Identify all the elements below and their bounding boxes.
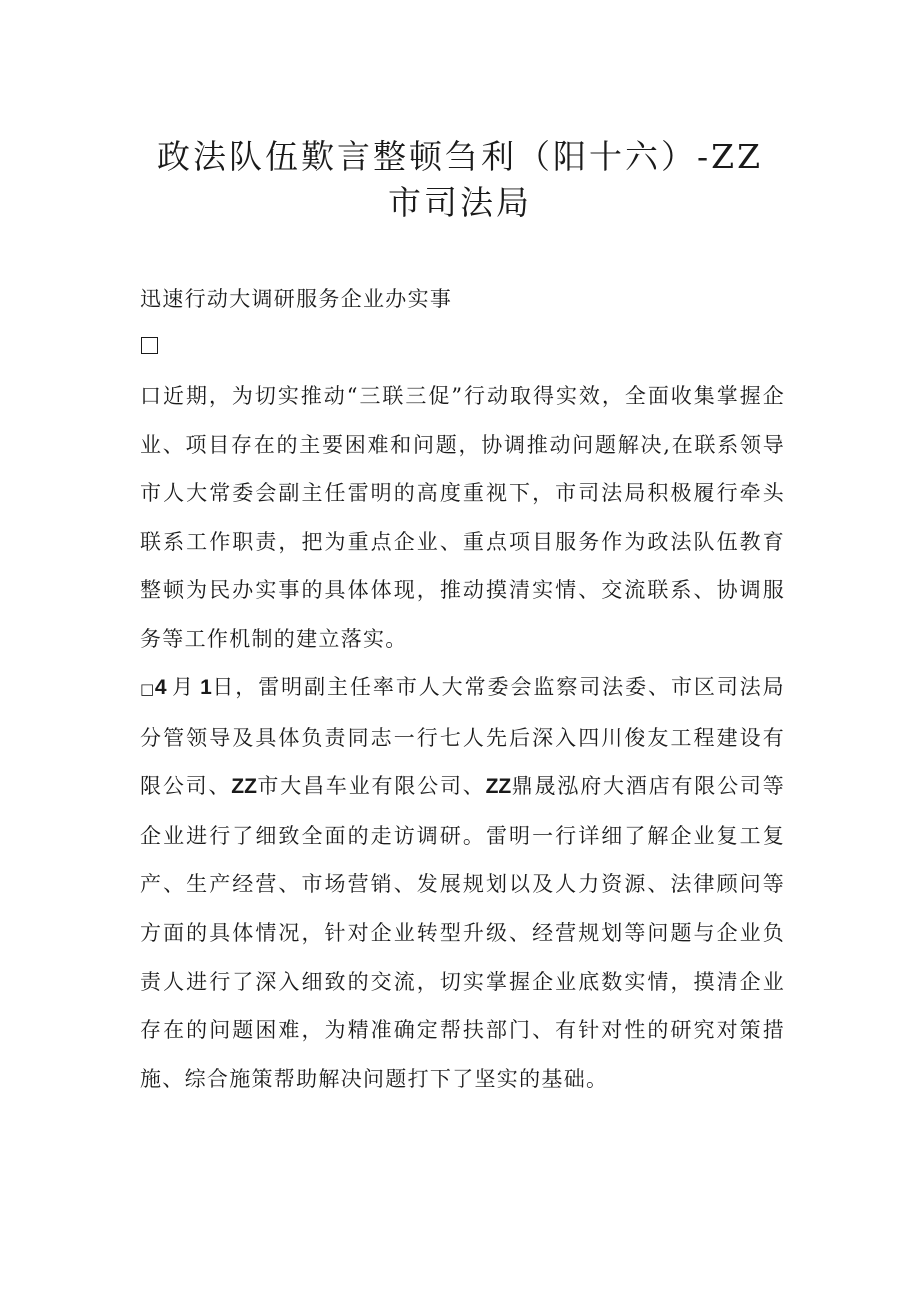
company-prefix-2: ZZ [485,775,512,799]
company-prefix-1: ZZ [231,775,257,799]
document-title-line-1: 政法队伍歎言整顿刍利（阳十六）-ZZ [156,137,763,176]
paragraph-marker: □ [140,680,155,698]
paragraph-1: 口近期，为切实推动“三联三促”行动取得实效，全面收集掌握企业、项目存在的主要困难和问题，协调推动问题解决,在联系领导市人大常委会副主任雷明的高度重视下，市司法局积极履行牵头联系工作职责，把为重点企业、重点项目服务作为政法队伍教育整顿为民办实事的具体体现，推动摸清实情、交流联系、协调服务等工作机制的建立落实。 [140,384,785,651]
date-day-number: 1 [200,676,212,699]
empty-checkbox-icon [141,337,158,354]
date-month-label: 月 [171,675,196,699]
document-title-line-2: 市司法局 [388,183,532,222]
section-subtitle: 迅速行动大调研服务企业办实事 [140,287,453,311]
paragraph-2-text-b: 市大昌车业有限公司、 [256,774,486,799]
paragraph-2-text-a: 日，雷明副主任率市人大常委会监察司法委、市区司法局分管领导及具体负责同志一行七人先后深入四川俊友工程建设有限公司、 [140,675,785,799]
date-month-number: 4 [154,676,167,699]
paragraph-2-text-c: 鼎晟泓府大酒店有限公司等企业进行了细致全面的走访调研。雷明一行详细了解企业复工复产、生产经营、市场营销、发展规划以及人力资源、法律顾问等方面的具体情况，针对企业转型升级、经营规划等问题与企业负责人进行了深入细致的交流，切实掌握企业底数实情，摸清企业存在的问题困难，为精准确定帮扶部门、有针对性的研究对策措施、综合施策帮助解决问题打下了坚实的基础。 [140,774,785,1091]
paragraph-2 [140,663,785,1103]
